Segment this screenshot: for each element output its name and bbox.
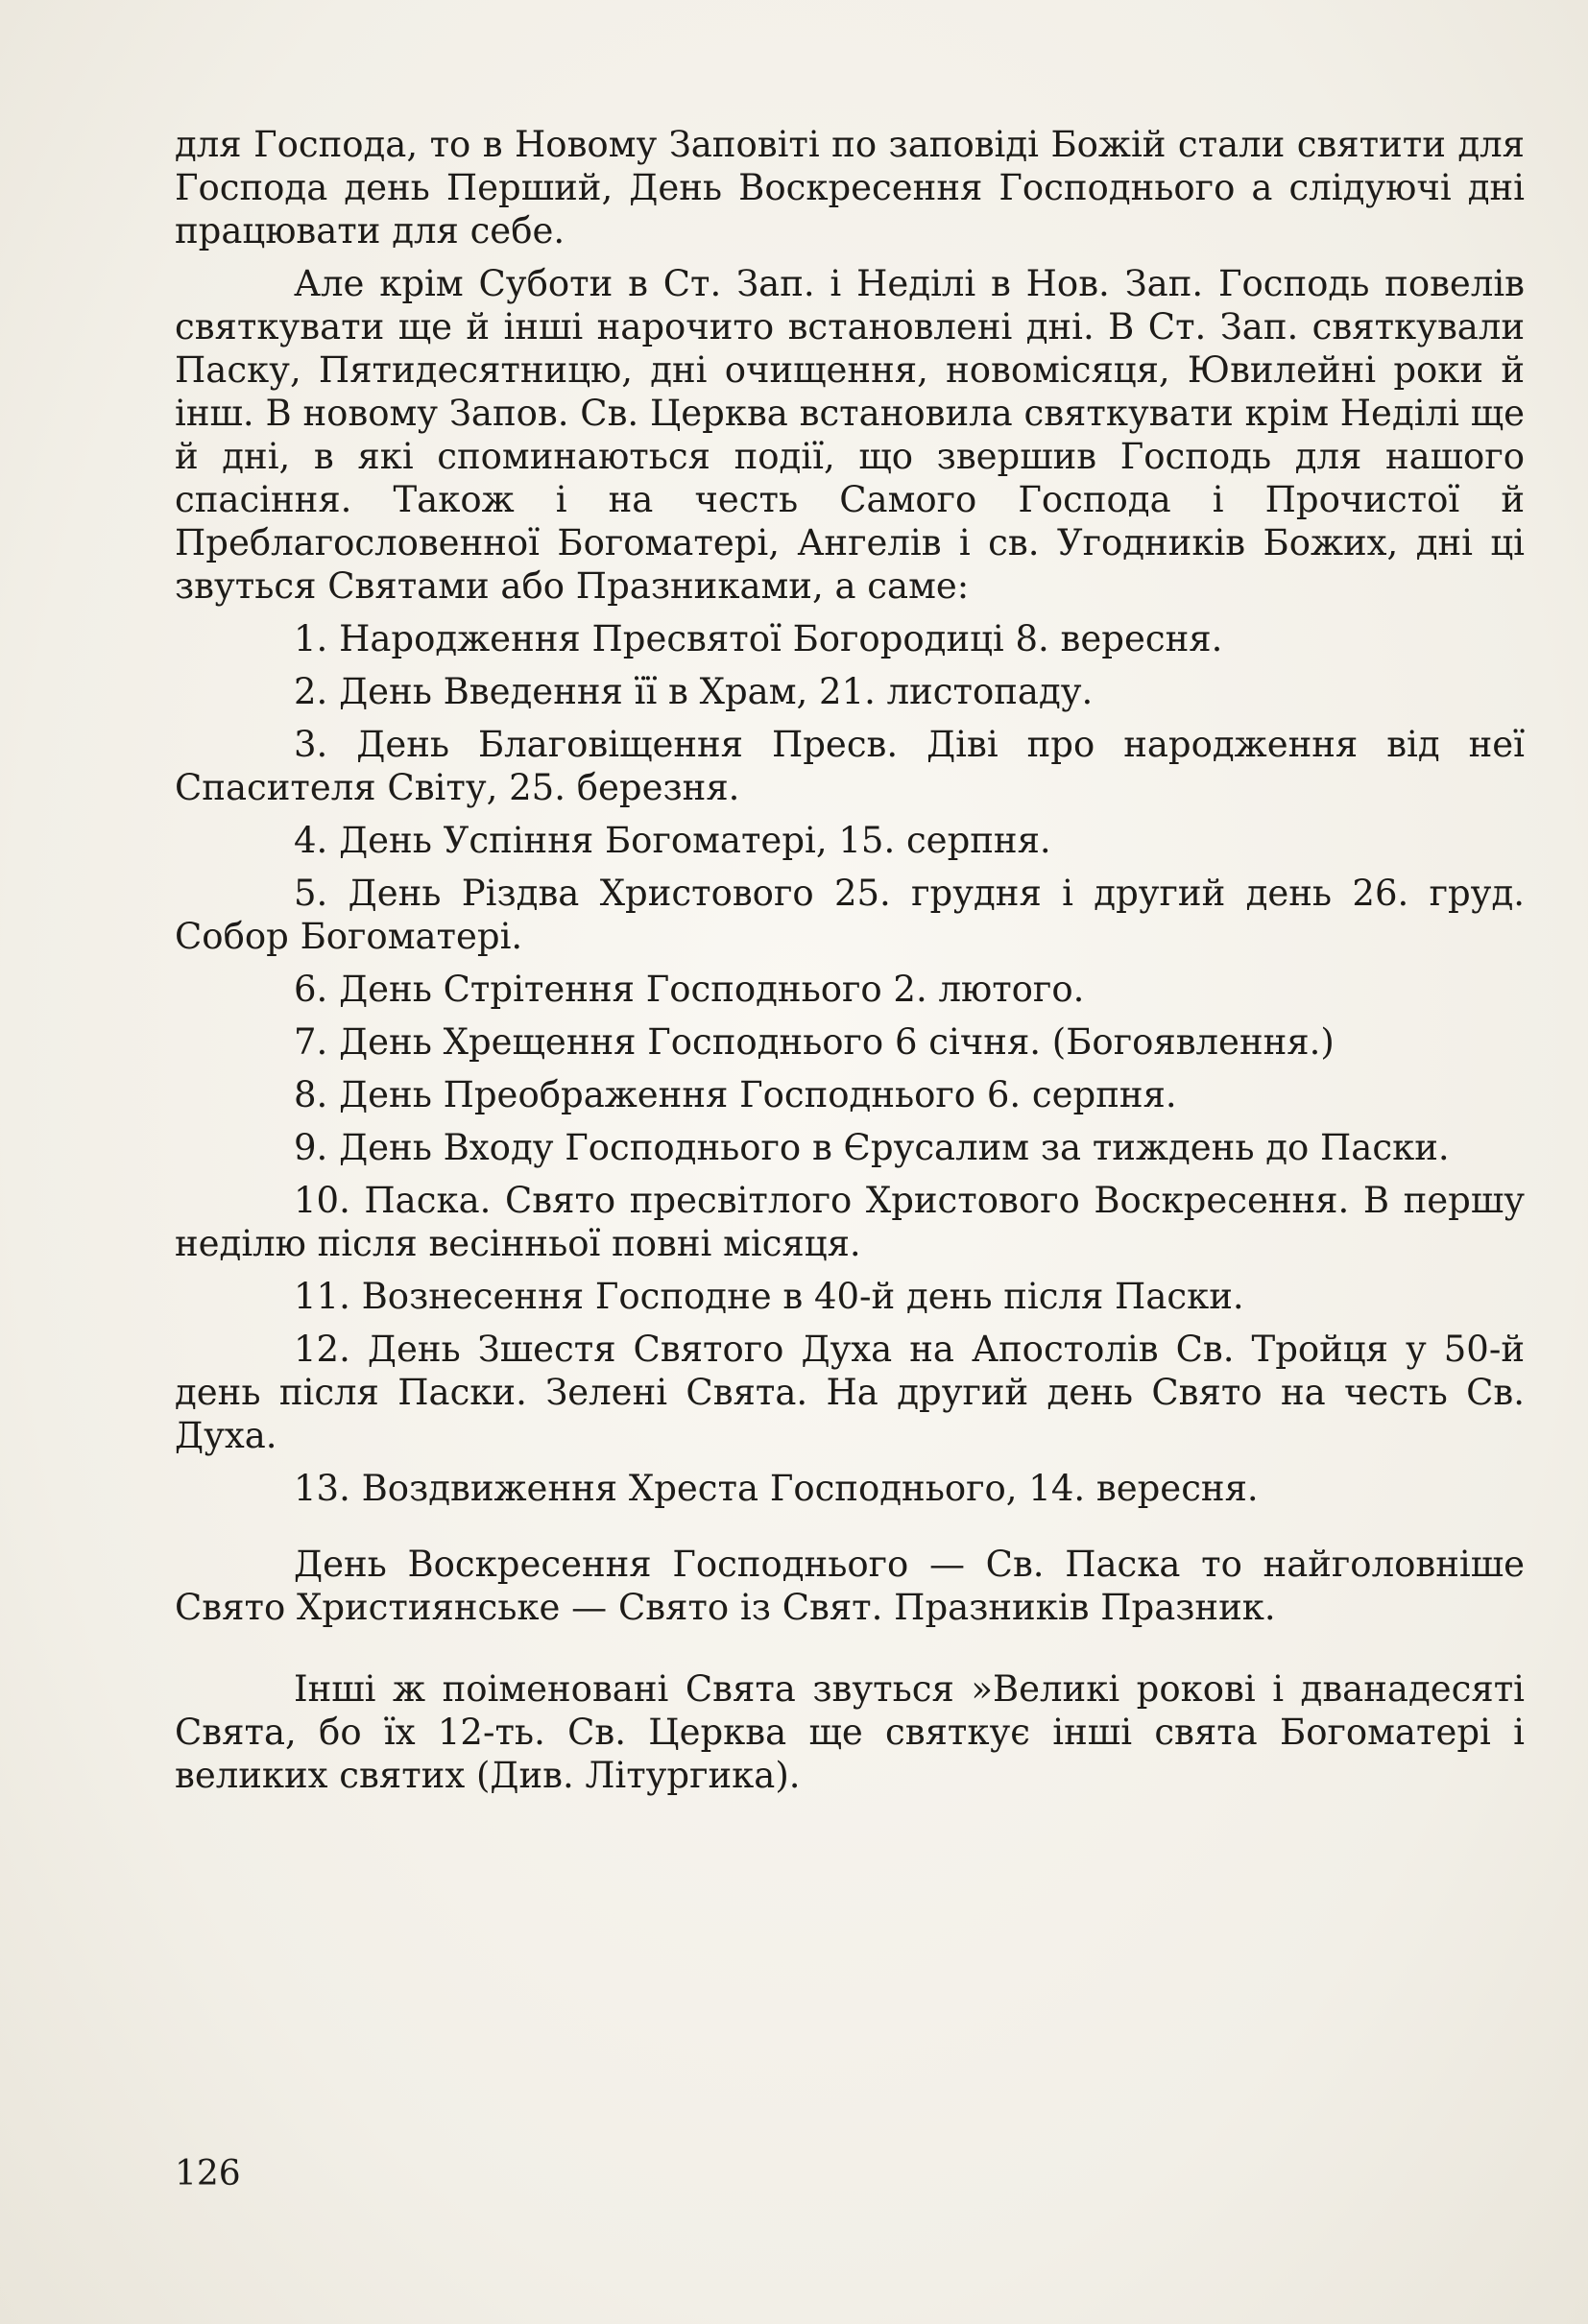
page-number: 126 <box>175 2154 241 2193</box>
paragraph-easter: День Воскресення Господнього — Св. Паска то найголовніше Свято Християнське — Свято із Свят. Празників Празник. <box>175 1544 1525 1628</box>
paragraph-opening: для Господа, то в Новому Заповіті по заповіді Божій стали святити для Господа день Перший, День Воскресення Господнього а слідуючі дні працювати для себе. <box>175 124 1525 252</box>
feast-item: 5. День Різдва Христового 25. грудня і другий день 26. груд. Собор Богоматері. <box>175 873 1525 957</box>
feast-item: 2. День Введення її в Храм, 21. листопаду. <box>294 671 1094 712</box>
feast-item: 7. День Хрещення Господнього 6 січня. (Богоявлення.) <box>294 1021 1335 1063</box>
page-text <box>175 123 1525 1797</box>
feast-item: 8. День Преображення Господнього 6. серпня. <box>294 1074 1177 1115</box>
feast-item: 6. День Стрітення Господнього 2. лютого. <box>294 969 1085 1010</box>
paragraph-feasts-intro: Але крім Суботи в Ст. Зап. і Неділі в Нов. Зап. Господь повелів святкувати ще й інші нарочито встановлені дні. В Ст. Зап. святкували Паску, Пятидесятницю, дні очищення, новомісяця, Ювилейні роки й інш. В новому Запов. Св. Церква встановила святкувати крім Неділі ще й дні, в які споминаються події, що звершив Господь для нашого спасіння. Також і на честь Самого Господа і Прочистої й Преблагословенної Богоматері, Ангелів і св. Угодників Божих, дні ці звуться Святами або Празниками, а саме: <box>175 263 1525 607</box>
paragraph-great-feasts: Інші ж поіменовані Свята звуться »Великі рокові і дванадесяті Свята, бо їх 12-ть. Св. Церква ще святкує інші свята Богоматері і великих святих (Див. Літургика). <box>175 1668 1525 1796</box>
feast-item: 1. Народження Пресвятої Богородиці 8. вересня. <box>294 618 1223 659</box>
feast-item: 9. День Входу Господнього в Єрусалим за тиждень до Паски. <box>294 1127 1450 1168</box>
feast-item: 4. День Успіння Богоматері, 15. серпня. <box>294 820 1051 861</box>
feast-item: 13. Воздвиження Хреста Господнього, 14. вересня. <box>294 1468 1259 1509</box>
feast-item: 3. День Благовіщення Пресв. Діві про народження від неї Спасителя Світу, 25. березня. <box>175 724 1525 808</box>
feast-item: 12. День Зшестя Святого Духа на Апостолів Св. Тройця у 50-й день після Паски. Зелені Свята. На другий день Свято на честь Св. Духа. <box>175 1329 1525 1456</box>
feast-item: 10. Паска. Свято пресвітлого Христового Воскресення. В першу неділю після весінньої повні місяця. <box>175 1180 1525 1264</box>
feast-item: 11. Вознесення Господне в 40-й день після Паски. <box>294 1276 1244 1317</box>
